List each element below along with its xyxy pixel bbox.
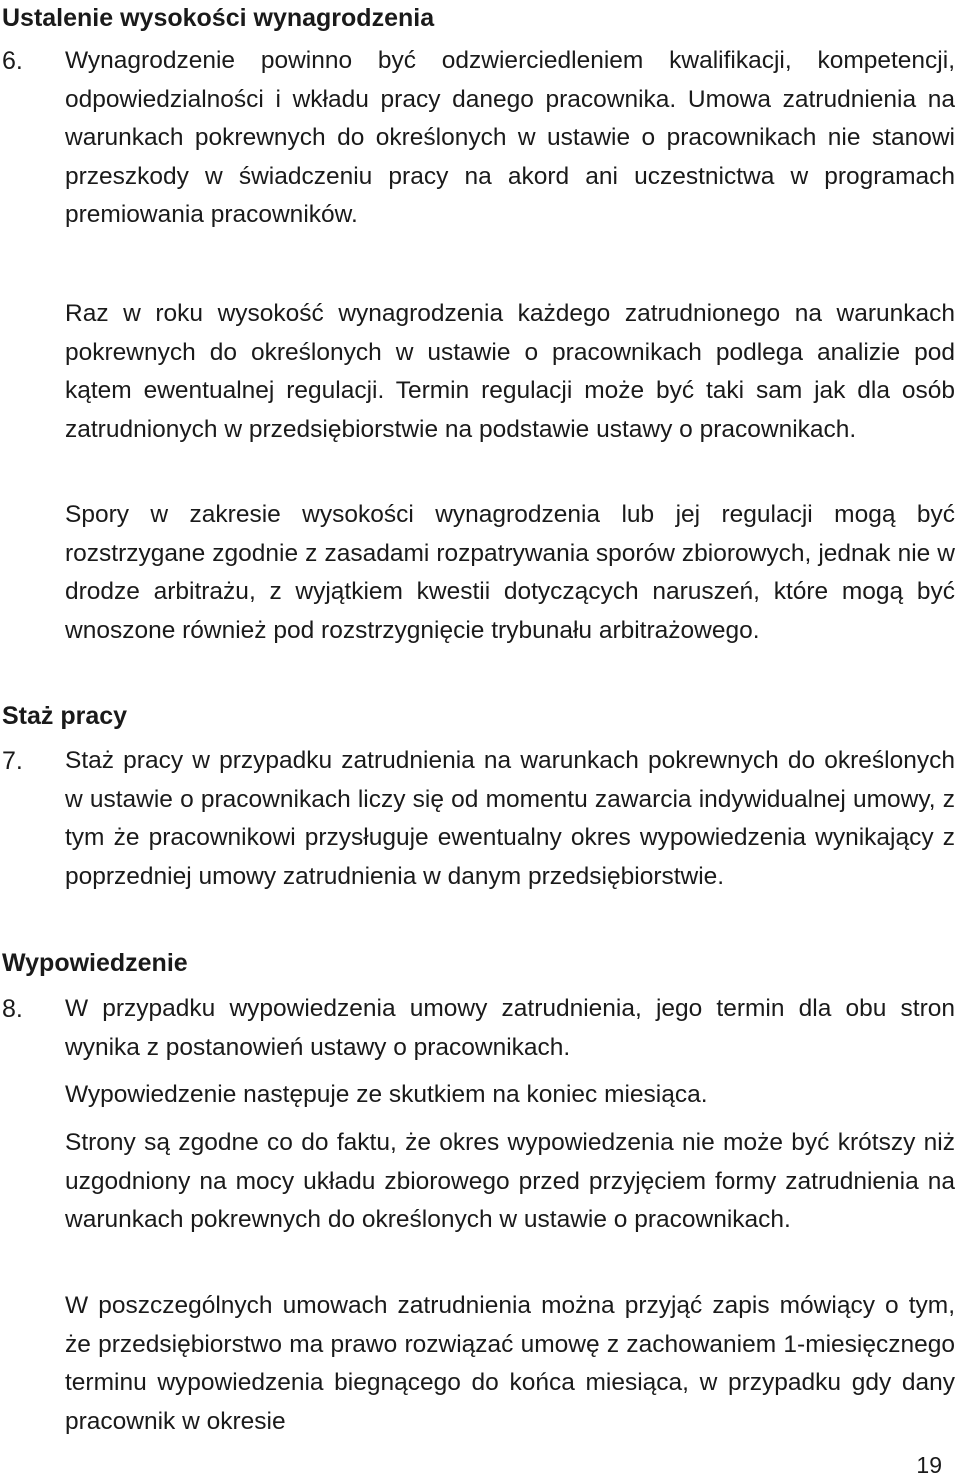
item-number-6: 6. <box>2 47 23 75</box>
paragraph-6-3: Spory w zakresie wysokości wynagrodzenia lub jej regulacji mogą być rozstrzygane zgodnie z zasadami rozpatrywania sporów zbiorowych, jednak nie w drodze arbitrażu, z wyjątkiem kwestii dotyczących naruszeń, które mogą być wnoszone również pod rozstrzygnięcie trybunału arbitrażowego. <box>65 501 955 644</box>
paragraph-8-1: W przypadku wypowiedzenia umowy zatrudnienia, jego termin dla obu stron wynika z postanowień ustawy o pracownikach. <box>65 995 955 1061</box>
item-number-7: 7. <box>2 747 23 775</box>
heading-staz: Staż pracy <box>2 702 128 730</box>
heading-wynagrodzenie: Ustalenie wysokości wynagrodzenia <box>2 4 435 32</box>
paragraph-6-2: Raz w roku wysokość wynagrodzenia każdego zatrudnionego na warunkach pokrewnych do określonych w ustawie o pracownikach podlega analizie pod kątem ewentualnej regulacji. Termin regulacji może być taki sam jak dla osób zatrudnionych w przedsiębiorstwie na podstawie ustawy o pracownikach. <box>65 300 955 443</box>
paragraph-8-3: Strony są zgodne co do faktu, że okres wypowiedzenia nie może być krótszy niż uzgodniony na mocy układu zbiorowego przed przyjęciem formy zatrudnienia na warunkach pokrewnych do określonych w ustawie o pracownikach. <box>65 1129 955 1233</box>
paragraph-6-1: Wynagrodzenie powinno być odzwierciedleniem kwalifikacji, kompetencji, odpowiedzialności i wkładu pracy danego pracownika. Umowa zatrudnienia na warunkach pokrewnych do określonych w ustawie o pracownikach nie stanowi przeszkody w świadczeniu pracy na akord ani uczestnictwa w programach premiowania pracowników. <box>65 47 955 228</box>
paragraph-8-4: W poszczególnych umowach zatrudnienia można przyjąć zapis mówiący o tym, że przedsiębiorstwo ma prawo rozwiązać umowę z zachowaniem 1-miesięcznego terminu wypowiedzenia biegnącego do końca miesiąca, w przypadku gdy dany pracownik w okresie <box>65 1292 955 1435</box>
paragraph-7-1: Staż pracy w przypadku zatrudnienia na warunkach pokrewnych do określonych w ustawie o pracownikach liczy się od momentu zawarcia indywidualnej umowy, z tym że pracownikowi przysługuje ewentualny okres wypowiedzenia wynikający z poprzedniej umowy zatrudnienia w danym przedsiębiorstwie. <box>65 747 955 890</box>
page-number: 19 <box>916 1452 942 1478</box>
heading-wypowiedzenie: Wypowiedzenie <box>2 949 188 977</box>
item-number-8: 8. <box>2 995 23 1023</box>
paragraph-8-2: Wypowiedzenie następuje ze skutkiem na koniec miesiąca. <box>65 1081 708 1108</box>
